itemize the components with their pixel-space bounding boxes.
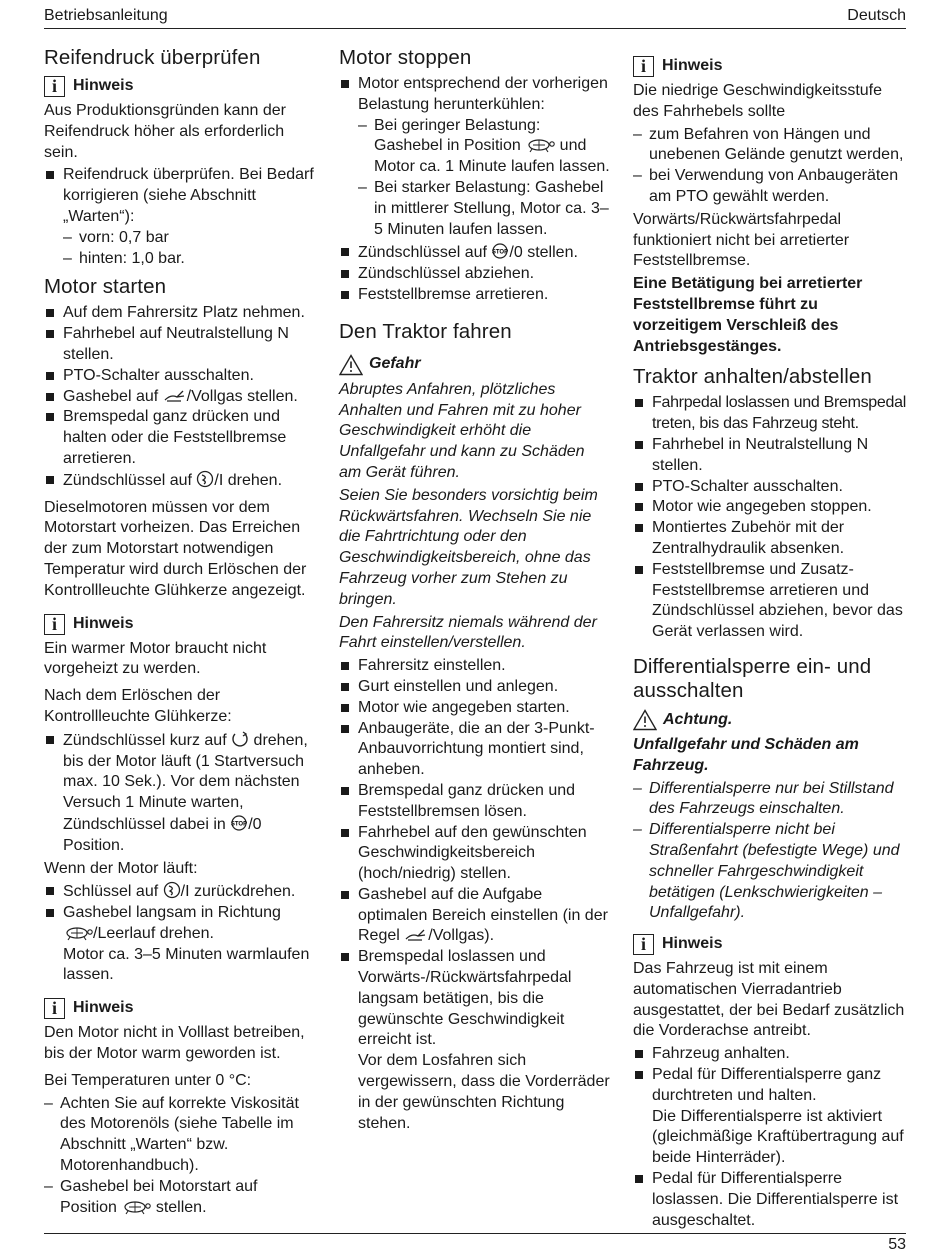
- paragraph: Bei Temperaturen unter 0 °C:: [44, 1071, 252, 1089]
- list-item: Gashebel auf /Vollgas stellen.: [44, 387, 316, 408]
- list-item: Reifendruck überprüfen. Bei Bedarf korrigieren (siehe Abschnitt „Warten“): – vorn: 0,7 bar – hinten: 1,0 bar.: [44, 165, 316, 269]
- warning-triangle-icon: [339, 354, 363, 376]
- info-icon: i: [44, 76, 65, 97]
- section-title-drive: Den Traktor fahren: [339, 319, 512, 343]
- list-item: Bremspedal ganz drücken und halten oder die Feststellbremse arretieren.: [44, 407, 316, 469]
- hare-icon: [404, 927, 428, 943]
- bold-warning: Eine Betätigung bei arretierter Feststellbremse führt zu vorzeitigem Verschleiß des Antriebsgestänges.: [633, 275, 863, 355]
- list-item: Feststellbremse arretieren.: [339, 285, 611, 306]
- paragraph: Nach dem Erlöschen der Kontrollleuchte Glühkerze:: [44, 687, 232, 725]
- note-text: Den Motor nicht in Volllast betreiben, bis der Motor warm geworden ist.: [44, 1024, 305, 1063]
- list-item: Zündschlüssel auf /I drehen.: [44, 470, 316, 492]
- list-item: Fahrpedal loslassen und Bremspedal treten, bis das Fahrzeug steht.: [633, 393, 906, 435]
- svg-text:STOP: STOP: [231, 821, 248, 828]
- list-item: – Gashebel bei Motorstart auf Position stellen.: [44, 1177, 316, 1219]
- note-heading: [44, 614, 316, 635]
- glow-plug-key-icon: [163, 881, 181, 899]
- section-title-diff: Differentialsperre ein- und ausschalten: [633, 654, 872, 702]
- caution-heading: [633, 709, 906, 731]
- section-title-stop: Motor stoppen: [339, 46, 472, 69]
- paragraph: Vorwärts/Rückwärtsfahrpedal funktioniert nicht bei arretierter Feststellbremse.: [633, 210, 850, 270]
- section-title-start: Motor starten: [44, 275, 167, 299]
- note-text: Aus Produktionsgründen kann der Reifendruck höher als erforderlich sein.: [44, 102, 286, 161]
- list-item: – Achten Sie auf korrekte Viskosität des Motorenöls (siehe Tabelle im Abschnitt „Warten“ bzw. Motorenhandbuch).: [44, 1094, 316, 1177]
- paragraph: Wenn der Motor läuft:: [44, 859, 198, 877]
- page-number: 53: [888, 1236, 906, 1253]
- header-left: Betriebsanleitung: [44, 7, 168, 24]
- list-item: Schlüssel auf /I zurückdrehen.: [44, 881, 316, 903]
- turtle-icon: [121, 1199, 151, 1215]
- danger-text: Abruptes Anfahren, plötzliches Anhalten und Fahren mit zu hoher Geschwindigkeit erhöht die Unfallgefahr und kann zu Schäden am Gerät führen.: [339, 380, 585, 481]
- list-item: Bremspedal loslassen und Vorwärts-/Rückwärtsfahrpedal langsam betätigen, bis die gewünschte Geschwindigkeit erreicht ist. Vor dem Losfahren sich vergewissern, dass die Vorderräder in der gewünschten Richtung stehen.: [339, 947, 611, 1134]
- list-item: – Bei starker Belastung: Gashebel in mittlerer Stellung, Motor ca. 3–5 Minuten laufen lassen.: [358, 178, 611, 240]
- section-title-halt: Traktor anhalten/abstellen: [633, 365, 872, 389]
- hare-icon: [163, 388, 187, 404]
- list-item: Auf dem Fahrersitz Platz nehmen.: [44, 303, 316, 324]
- list-item: Feststellbremse und Zusatz-Feststellbremse arretieren und Zündschlüssel abziehen, bevor das Gerät verlassen wird.: [633, 560, 906, 643]
- note-text: Ein warmer Motor braucht nicht vorgeheizt zu werden.: [44, 639, 267, 678]
- note-heading: [44, 76, 316, 97]
- list-item: Zündschlüssel abziehen.: [339, 264, 611, 285]
- danger-text: Seien Sie besonders vorsichtig beim Rückwärtsfahren. Wechseln Sie nie die Fahrtrichtung oder den Geschwindigkeitsbereich, ohne das Fahrzeug vorher zum Stehen zu bringen.: [339, 486, 598, 608]
- list-item: Pedal für Differentialsperre loslassen. Die Differentialsperre ist ausgeschaltet.: [633, 1169, 906, 1231]
- warning-triangle-icon: [633, 709, 657, 731]
- note-label: Hinweis: [73, 999, 134, 1017]
- note-heading: [633, 934, 906, 955]
- list-item: Fahrzeug anhalten.: [633, 1044, 906, 1065]
- danger-label: Gefahr: [369, 355, 421, 373]
- note-label: Hinweis: [662, 935, 723, 953]
- info-icon: i: [44, 614, 65, 635]
- caution-subtitle: Unfallgefahr und Schäden am Fahrzeug.: [633, 735, 859, 774]
- list-item: Fahrhebel auf Neutralstellung N stellen.: [44, 324, 316, 366]
- page-header: [44, 6, 906, 29]
- stop-key-icon: [230, 814, 248, 832]
- note-label: Hinweis: [73, 614, 134, 632]
- list-item: – Differentialsperre nicht bei Straßenfahrt (befestigte Wege) und schneller Fahrgeschwindigkeit betätigen (Lenkschwierigkeiten – Unfallgefahr).: [633, 820, 906, 924]
- footer-divider: [44, 1233, 906, 1234]
- list-item: PTO-Schalter ausschalten.: [633, 477, 906, 498]
- list-item: PTO-Schalter ausschalten.: [44, 366, 316, 387]
- stop-key-icon: [491, 242, 509, 260]
- info-icon: i: [44, 998, 65, 1019]
- list-item: Fahrhebel in Neutralstellung N stellen.: [633, 435, 906, 477]
- start-rotation-icon: [231, 730, 249, 748]
- danger-heading: [339, 354, 611, 376]
- list-item: Gashebel langsam in Richtung /Leerlauf drehen. Motor ca. 3–5 Minuten warmlaufen lassen.: [44, 903, 316, 986]
- section-title-tire: Reifendruck überprüfen: [44, 46, 261, 69]
- list-item: Gashebel auf die Aufgabe optimalen Bereich einstellen (in der Regel /Vollgas).: [339, 885, 611, 947]
- note-text: Die niedrige Geschwindigkeitsstufe des Fahrhebels sollte: [633, 82, 883, 120]
- note-heading: [633, 56, 906, 77]
- list-item: Montiertes Zubehör mit der Zentralhydraulik absenken.: [633, 518, 906, 560]
- list-item: Zündschlüssel kurz auf drehen, bis der Motor läuft (1 Startversuch max. 10 Sek.). Vor dem nächsten Versuch 1 Minute warten, Zündschlüssel dabei in STOP /0 Position.: [44, 730, 316, 857]
- svg-text:STOP: STOP: [492, 249, 509, 256]
- note-label: Hinweis: [73, 77, 134, 95]
- list-item: – Differentialsperre nur bei Stillstand des Fahrzeugs einschalten.: [633, 779, 906, 821]
- header-right: Deutsch: [847, 7, 906, 24]
- turtle-icon: [63, 925, 93, 941]
- list-item: Motor wie angegeben starten.: [339, 698, 611, 719]
- column-3: [633, 46, 906, 1233]
- note-heading: [44, 998, 316, 1019]
- list-item: Motor entsprechend der vorherigen Belastung herunterkühlen: – Bei geringer Belastung: Gashebel in Position und Motor ca. 1 Minute laufen lassen. – Bei starker Belastung: Gashebel in mittlerer Stellung, Motor ca. 3–5 Minuten laufen lassen.: [339, 74, 611, 240]
- list-item: Zündschlüssel auf STOP /0 stellen.: [339, 242, 611, 264]
- list-item: Pedal für Differentialsperre ganz durchtreten und halten. Die Differentialsperre ist aktiviert (gleichmäßige Kraftübertragung auf beide Hinterräder).: [633, 1065, 906, 1169]
- column-2: [339, 46, 611, 1136]
- turtle-icon: [525, 137, 555, 153]
- paragraph: Dieselmotoren müssen vor dem Motorstart vorheizen. Das Erreichen der zum Motorstart notwendigen Temperatur wird durch Erlöschen der Kontrollleuchte Glühkerze angezeigt.: [44, 498, 307, 599]
- list-item: Anbaugeräte, die an der 3-Punkt-Anbauvorrichtung montiert sind, anheben.: [339, 719, 611, 781]
- column-1: [44, 46, 316, 1220]
- info-icon: i: [633, 56, 654, 77]
- note-text: Das Fahrzeug ist mit einem automatischen Vierradantrieb ausgestattet, der bei Bedarf zusätzlich die Vorderachse antreibt.: [633, 960, 905, 1040]
- caution-label: Achtung.: [663, 710, 733, 728]
- list-item: Fahrhebel auf den gewünschten Geschwindigkeitsbereich (hoch/niedrig) stellen.: [339, 823, 611, 885]
- list-item: Fahrersitz einstellen.: [339, 656, 611, 677]
- note-label: Hinweis: [662, 57, 723, 75]
- list-item: – bei Verwendung von Anbaugeräten am PTO gewählt werden.: [633, 166, 906, 208]
- list-item: Gurt einstellen und anlegen.: [339, 677, 611, 698]
- list-item: – vorn: 0,7 bar: [63, 228, 316, 249]
- list-item: Bremspedal ganz drücken und Feststellbremsen lösen.: [339, 781, 611, 823]
- glow-plug-key-icon: [196, 470, 214, 488]
- list-item: – Bei geringer Belastung: Gashebel in Position und Motor ca. 1 Minute laufen lassen.: [358, 116, 611, 178]
- list-item: Motor wie angegeben stoppen.: [633, 497, 906, 518]
- list-item: – hinten: 1,0 bar.: [63, 249, 316, 270]
- info-icon: i: [633, 934, 654, 955]
- list-item: – zum Befahren von Hängen und unebenen Gelände genutzt werden,: [633, 125, 906, 167]
- danger-text: Den Fahrersitz niemals während der Fahrt einstellen/verstellen.: [339, 613, 597, 652]
